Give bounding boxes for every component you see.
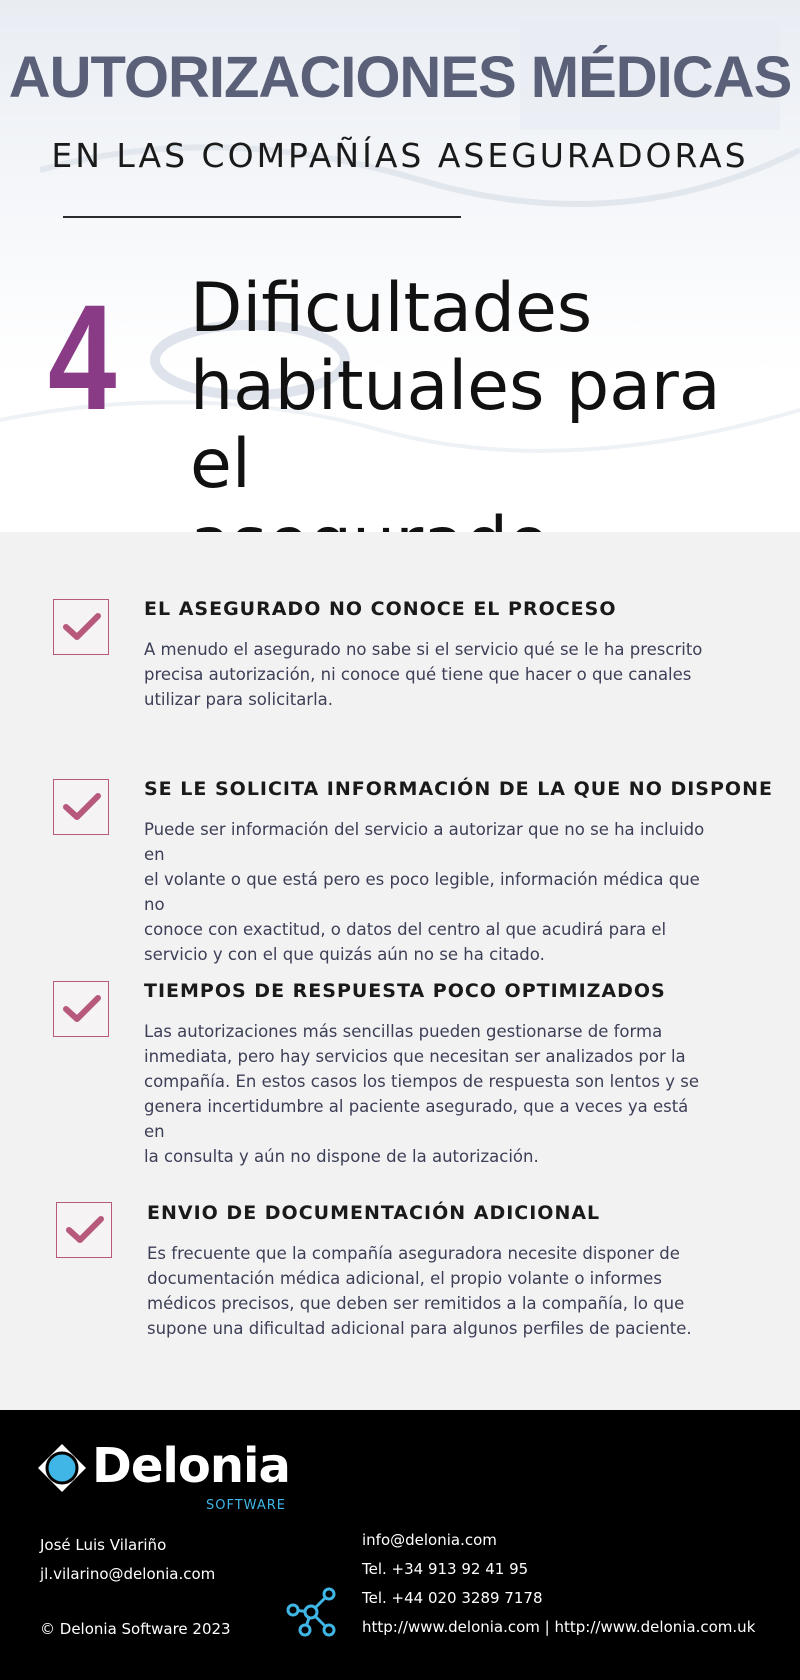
description-line: genera incertidumbre al paciente asegurado, que a veces ya está en	[144, 1097, 689, 1141]
description-line: A menudo el asegurado no sabe si el servicio qué se le ha prescrito	[144, 640, 703, 659]
item-title: EL ASEGURADO NO CONOCE EL PROCESO	[144, 598, 617, 620]
contact-email[interactable]: jl.vilarino@delonia.com	[40, 1565, 216, 1583]
page-title: AUTORIZACIONES MÉDICAS	[8, 45, 792, 110]
item-description	[144, 637, 714, 712]
phone-spain[interactable]: Tel. +34 913 92 41 95	[362, 1560, 529, 1578]
headline-number: 4	[48, 273, 117, 441]
description-line: médicos precisos, que deben ser remitidos a la compañía, lo que	[147, 1294, 685, 1313]
item-title: TIEMPOS DE RESPUESTA POCO OPTIMIZADOS	[144, 980, 666, 1002]
network-icon	[285, 1584, 341, 1640]
logo-subtitle: SOFTWARE	[206, 1498, 286, 1513]
header-section	[0, 0, 800, 532]
description-line: inmediata, pero hay servicios que necesitan ser analizados por la	[144, 1047, 686, 1066]
contact-name: José Luis Vilariño	[40, 1536, 167, 1554]
check-icon	[53, 779, 109, 835]
copyright: © Delonia Software 2023	[40, 1620, 231, 1638]
item-title: SE LE SOLICITA INFORMACIÓN DE LA QUE NO DISPONE	[144, 778, 773, 800]
check-icon	[53, 599, 109, 655]
headline-line: habituales para el	[190, 347, 721, 504]
description-line: Las autorizaciones más sencillas pueden gestionarse de forma	[144, 1022, 663, 1041]
company-email[interactable]: info@delonia.com	[362, 1531, 497, 1549]
difficulties-list	[0, 532, 800, 1410]
description-line: la consulta y aún no dispone de la autorización.	[144, 1147, 539, 1166]
delonia-logo-icon	[36, 1442, 88, 1494]
title-divider	[63, 216, 461, 218]
check-icon	[53, 981, 109, 1037]
description-line: servicio y con el que quizás aún no se ha citado.	[144, 945, 545, 964]
description-line: Es frecuente que la compañía aseguradora necesite disponer de	[147, 1244, 680, 1263]
headline-line: Dificultades	[190, 269, 593, 348]
website-links[interactable]: http://www.delonia.com | http://www.delonia.com.uk	[362, 1618, 756, 1636]
delonia-logo	[36, 1438, 306, 1518]
description-line: precisa autorización, ni conoce qué tiene que hacer o que canales	[144, 665, 692, 684]
description-line: compañía. En estos casos los tiempos de respuesta son lentos y se	[144, 1072, 699, 1091]
item-description	[147, 1241, 717, 1341]
phone-uk[interactable]: Tel. +44 020 3289 7178	[362, 1589, 543, 1607]
item-title: ENVIO DE DOCUMENTACIÓN ADICIONAL	[147, 1202, 601, 1224]
description-line: supone una dificultad adicional para algunos perfiles de paciente.	[147, 1319, 692, 1338]
description-line: conoce con exactitud, o datos del centro al que acudirá para el	[144, 920, 667, 939]
description-line: utilizar para solicitarla.	[144, 690, 334, 709]
description-line: Puede ser información del servicio a autorizar que no se ha incluido en	[144, 820, 705, 864]
logo-name: Delonia	[92, 1438, 290, 1494]
check-icon	[56, 1202, 112, 1258]
description-line: el volante o que está pero es poco legible, información médica que no	[144, 870, 700, 914]
item-description	[144, 1019, 714, 1169]
page-subtitle: EN LAS COMPAÑÍAS ASEGURADORAS	[51, 136, 749, 175]
item-description	[144, 817, 714, 967]
footer	[0, 1410, 800, 1680]
description-line: documentación médica adicional, el propio volante o informes	[147, 1269, 662, 1288]
